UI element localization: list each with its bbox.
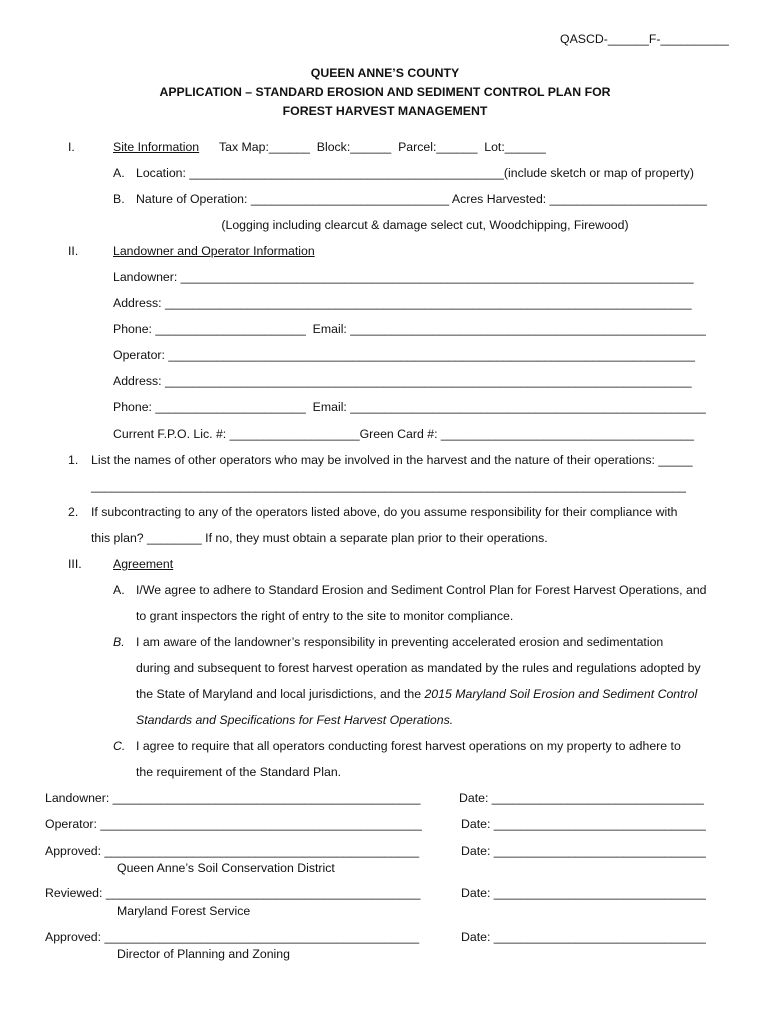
agreement-a-label: A. — [113, 583, 125, 597]
agreement-b-line-3-text: the State of Maryland and local jurisdictions, and the — [136, 687, 425, 701]
agreement-a-line-2: to grant inspectors the right of entry to the site to monitor compliance. — [136, 609, 514, 623]
agreement-b-line-3 — [136, 688, 697, 700]
scd-approval-signature-line[interactable]: Approved: ______________________________________________ — [45, 844, 420, 858]
section-2-numeral: II. — [68, 244, 79, 258]
item-a-label: A. — [113, 166, 125, 180]
operation-note: (Logging including clearcut & damage select cut, Woodchipping, Firewood) — [221, 218, 629, 232]
standards-reference: 2015 Maryland Soil Erosion and Sediment Control — [424, 687, 698, 701]
question-2-text: If subcontracting to any of the operators listed above, do you assume responsibility for their compliance with — [91, 505, 678, 519]
agreement-c-line-1: I agree to require that all operators conducting forest harvest operations on my property to adhere to — [136, 739, 681, 753]
item-b-label: B. — [113, 192, 125, 206]
operator-field[interactable]: Operator: _____________________________________________________________________________ — [113, 348, 695, 362]
planning-approval-signature-line[interactable]: Approved: ______________________________________________ — [45, 930, 420, 944]
operator-signature-line[interactable]: Operator: _______________________________________________ — [45, 817, 422, 831]
operator-address-field[interactable]: Address: _____________________________________________________________________________ — [113, 374, 692, 388]
operator-phone-email-field[interactable]: Phone: ______________________ Email: ____________________________________________________ — [113, 400, 706, 414]
landowner-phone-email-field[interactable]: Phone: ______________________ Email: ____________________________________________________ — [113, 322, 706, 336]
question-1-text: List the names of other operators who may be involved in the harvest and the nature of their operations: _____ — [91, 453, 693, 467]
scd-approval-date-line[interactable]: Date: _______________________________ — [461, 844, 706, 858]
site-info-fields[interactable]: Tax Map:______ Block:______ Parcel:______ Lot:______ — [219, 140, 546, 154]
landowner-date-line[interactable]: Date: _______________________________ — [459, 791, 704, 805]
forest-service-org: Maryland Forest Service — [117, 904, 251, 918]
landowner-address-field[interactable]: Address: _____________________________________________________________________________ — [113, 296, 692, 310]
landowner-field[interactable]: Landowner: ___________________________________________________________________________ — [113, 270, 694, 284]
title-line-2: APPLICATION – STANDARD EROSION AND SEDIMENT CONTROL PLAN FOR — [159, 85, 611, 99]
section-1-numeral: I. — [68, 140, 75, 154]
agreement-b-line-1: I am aware of the landowner’s responsibility in preventing accelerated erosion and sedimentation — [136, 635, 664, 649]
question-2-continuation[interactable]: this plan? ________ If no, they must obtain a separate plan prior to their operations. — [91, 531, 548, 545]
title-line-1: QUEEN ANNE’S COUNTY — [310, 66, 460, 80]
license-field[interactable]: Current F.P.O. Lic. #: ___________________Green Card #: _____________________________________ — [113, 427, 694, 441]
agreement-a-line-1: I/We agree to adhere to Standard Erosion and Sediment Control Plan for Forest Harvest Operations, and — [136, 583, 707, 597]
question-1-answer-line[interactable]: _______________________________________________________________________________________ — [91, 479, 686, 493]
agreement-c-label: C. — [113, 739, 126, 753]
section-3-numeral: III. — [68, 557, 82, 571]
nature-of-operation-field[interactable]: Nature of Operation: _____________________________ Acres Harvested: _______________________ — [136, 192, 707, 206]
agreement-b-label: B. — [113, 635, 125, 649]
landowner-signature-line[interactable]: Landowner: _____________________________________________ — [45, 791, 421, 805]
forest-service-review-date-line[interactable]: Date: _______________________________ — [461, 886, 706, 900]
form-id: QASCD-______F-__________ — [560, 32, 729, 46]
agreement-c-line-2: the requirement of the Standard Plan. — [136, 765, 342, 779]
operator-date-line[interactable]: Date: _______________________________ — [461, 817, 706, 831]
title-line-3: FOREST HARVEST MANAGEMENT — [282, 104, 488, 118]
agreement-b-line-4: Standards and Specifications for Fest Harvest Operations. — [136, 713, 454, 727]
question-2-number: 2. — [68, 505, 79, 519]
scd-approval-org: Queen Anne’s Soil Conservation District — [117, 861, 335, 875]
question-1-number: 1. — [68, 453, 79, 467]
forest-service-review-signature-line[interactable]: Reviewed: ______________________________________________ — [45, 886, 421, 900]
planning-approval-date-line[interactable]: Date: _______________________________ — [461, 930, 706, 944]
planning-org: Director of Planning and Zoning — [117, 947, 290, 961]
location-field[interactable]: Location: ______________________________________________(include sketch or map of property) — [136, 166, 694, 180]
section-2-heading: Landowner and Operator Information — [113, 244, 315, 258]
section-1-heading: Site Information — [113, 140, 200, 154]
section-3-heading: Agreement — [113, 557, 174, 571]
agreement-b-line-2: during and subsequent to forest harvest operation as mandated by the rules and regulations adopted by — [136, 661, 701, 675]
